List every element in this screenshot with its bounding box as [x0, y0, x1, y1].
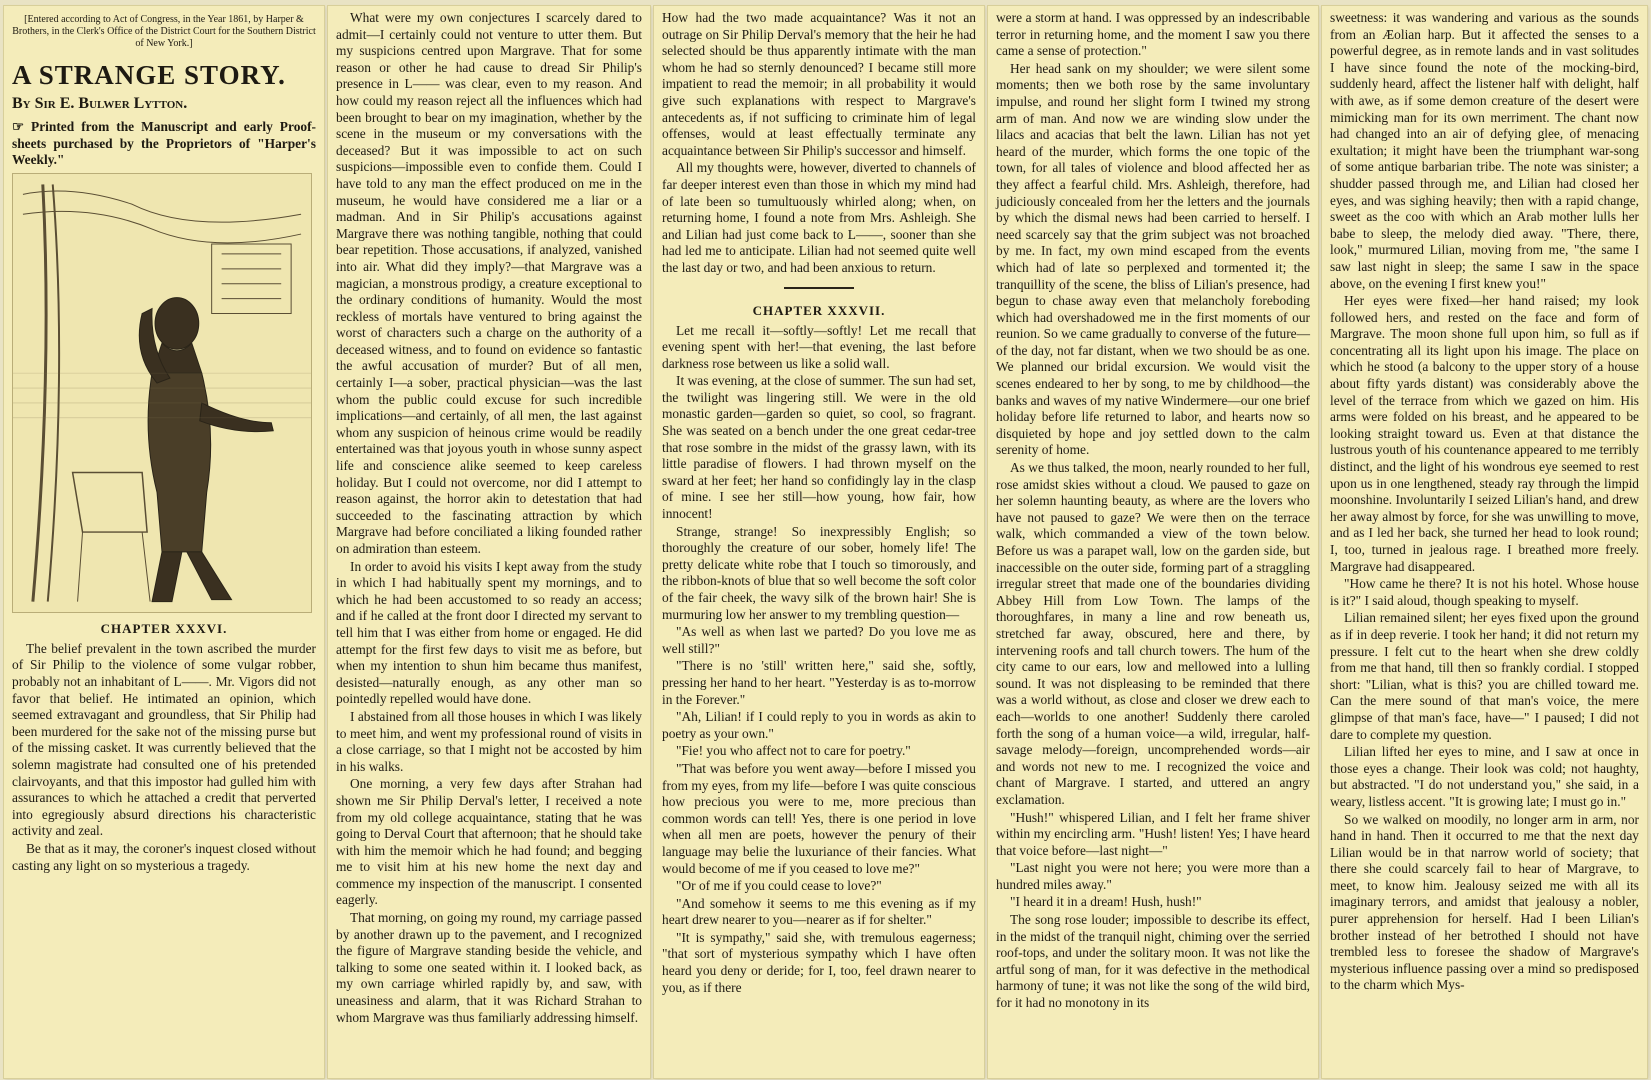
paragraph: "Last night you were not here; you were more than a hundred miles away." — [996, 860, 1310, 892]
paragraph: Strange, strange! So inexpressibly English; so thoroughly the creature of our sober, homely life! The pretty delicate white robe that I touch so timorously, and the ribbon-knots of blue that so well become the soft color of the fair cheek, the wavy silk of the brown hair! She is murmuring low her answer to my trembling question— — [662, 523, 976, 622]
paragraph: "There is no 'still' written here," said she, softly, pressing her hand to her heart. "Yesterday is as to-morrow in the Forever." — [662, 658, 976, 707]
paragraph: "Hush!" whispered Lilian, and I felt her frame shiver within my encircling arm. "Hush! listen! Yes; I have heard that voice before—last night—" — [996, 809, 1310, 858]
paragraph: "Or of me if you could cease to love?" — [676, 878, 882, 894]
paragraph: sweetness: it was wandering and various as the sounds from an Æolian harp. But it affected the senses to a powerful degree, as in remote lands and in vast solitudes I have since found the note of the mocking-bird, suddenly heard, affect the listener half with delight, half with awe, as if some demon creature of the desert were mimicking man for its own merriment. The chant now had changed into an air of defying glee, of menacing exultation; it might have been the triumphant war-song of some antique barbarian tribe. The note was sinister; a shudder passed through me, and Lilian had closed her eyes, and was sighing heavily; then with a rapid change, sweet as the coo with which an Arab mother lulls her babe to sleep, the melody died away. "There, there, look," murmured Lilian, moving from me, "the same I saw last night in sleep; the same I saw in the space above, on the evening I first knew you!" — [1330, 10, 1639, 291]
section-divider — [784, 287, 854, 289]
paragraph: All my thoughts were, however, diverted to channels of far deeper interest even than those in which my mind had of late been so tumultuously whirled along; when, on returning home, I found a note from Mrs. Ashleigh. She and Lilian had just come back to L——, sooner than she had led me to anticipate. Lilian had not seemed quite well the last day or two, and had been anxious to return. — [662, 160, 976, 275]
paragraph: "I heard it in a dream! Hush, hush!" — [1010, 894, 1202, 910]
column-3 — [654, 6, 984, 1078]
paragraph: "And somehow it seems to me this evening as if my heart drew nearer to you—nearer as if for shelter." — [662, 895, 976, 928]
paragraph: So we walked on moodily, no longer arm in arm, nor hand in hand. Then it occurred to me that the next day Lilian would be in that narrow world of society; that there she could scarcely fail to hear of Margrave, to meet, to know him. Jealousy seized me with all its imaginary terrors, and amidst that jealousy a nobler, purer apprehension for herself. Had I been Lilian's brother instead of her betrothed I should not have trembled less to foresee the shadow of Margrave's mysterious influence passing over a mind so predisposed to the charm which Mys- — [1330, 811, 1639, 993]
copyright-notice: [Entered according to Act of Congress, in the Year 1861, by Harper & Brothers, in the Clerk's Office of the District Court for the Southern District of New York.] — [12, 14, 316, 49]
paragraph: I abstained from all those houses in which I was likely to meet him, and went my professional round of visits in a close carriage, so that I might not be accosted by him in his walks. — [336, 708, 642, 774]
paragraph: were a storm at hand. I was oppressed by an indescribable terror in returning home, and the moment I saw you there came a sense of protection." — [996, 10, 1310, 59]
paragraph: As we thus talked, the moon, nearly rounded to her full, rose amidst skies without a cloud. We paused to gaze on her solemn haunting beauty, as where are the lovers who have not paused to gaze? We were then on the terrace walk, which commanded a view of the town below. Before us was a parapet wall, low on the garden side, but inaccessible on the outer side, forming part of a straggling irregular street that made one of the boundaries dividing Abbey Hill from Low Town. The lamps of the thoroughfares, in many a line and row beneath us, stretched far away, obscured, here and there, by intervening roofs and tall church towers. The hum of the city came to our ears, low and mellowed into a lulling sound. It was not displeasing to be reminded that there was a world without, as close and closer we drew each to each—worlds to one another! Suddenly there caroled forth the song of a human voice—a wild, irregular, half-savage melody—foreign, uncomprehended words—air and words not new to me. I recognized the voice and chant of Margrave. I started, and uttered an angry exclamation. — [996, 460, 1310, 807]
paragraph: Be that as it may, the coroner's inquest closed without casting any light on so mysterious a tragedy. — [12, 840, 316, 873]
paragraph: The song rose louder; impossible to describe its effect, in the midst of the tranquil night, chiming over the serried roof-tops, and under the solitary moon. It was not like the artful song of man, for it was defective in the methodical harmony of tune; it was not like the song of the wild bird, for it had no monotony in its — [996, 912, 1310, 1011]
paragraph: "Ah, Lilian! if I could reply to you in words as akin to poetry as your own." — [662, 709, 976, 741]
chapter-heading-37: CHAPTER XXXVII. — [752, 302, 886, 318]
paragraph: "As well as when last we parted? Do you love me as well still?" — [662, 624, 976, 656]
column-1 — [4, 6, 324, 1078]
column-5 — [1322, 6, 1647, 1078]
paragraph: Her head sank on my shoulder; we were silent some moments; then we both rose by the same involuntary impulse, and round her slight form I twined my strong arm of man. And now we are winding slow under the lilacs and acacias that belt the lawn. Lilian has not yet heard of the murder, which forms the one topic of the town, for all tales of violence and blood affected her as they affect a fearful child. Mrs. Ashleigh, therefore, had judiciously concealed from her the letters and the journals by which the dismal news had been carried to herself. I need scarcely say that the grim subject was not broached by me. In fact, my own mind escaped from the events which had of late so perplexed and tormented it; the tranquillity of the scene, the bliss of Lilian's presence, had begun to chase away even that melancholy foreboding which had overshadowed me in the first moments of our reunion. So we came gradually to converse of the future—of the day, not far distant, when we two should be as one. We planned our bridal excursion. We would visit the scenes endeared to her by song, to me by childhood—the banks and waves of my native Windermere—our one brief holiday before life returned to labor, and hearts now so disquieted by hope and joy settled down to the calm serenity of home. — [996, 60, 1310, 458]
paragraph: How had the two made acquaintance? Was it not an outrage on Sir Philip Derval's memory that the heir he had selected should be thus apparently intimate with the man whom he had so sternly denounced? I became still more impatient to read the memoir; in all probability it would give such explanations with respect to Margrave's antecedents as, if not sufficing to criminate him of legal offenses, would at least effectually terminate any acquaintance between Sir Philip's successor and himself. — [662, 10, 976, 158]
paragraph: "Fie! you who affect not to care for poetry." — [676, 743, 911, 759]
paragraph: That morning, on going my round, my carriage passed by another drawn up to the pavement, and I recognized the figure of Margrave standing beside the vehicle, and talking to some one seated within it. I looked back, as my own carriage whirled rapidly by, and saw, with uneasiness and alarm, that it was Richard Strahan to whom Margrave was thus familiarly addressing himself. — [336, 910, 642, 1025]
byline: By Sir E. Bulwer Lytton. — [12, 95, 188, 112]
publication-note: ☞ Printed from the Manuscript and early Proof-sheets purchased by the Proprietors of "Harper's Weekly." — [12, 119, 316, 168]
paragraph: The belief prevalent in the town ascribed the murder of Sir Philip to the violence of some vulgar robber, probably not an inhabitant of L——. Mr. Vigors did not favor that belief. He intimated an opinion, which seemed extravagant and groundless, that Sir Philip had been murdered for the sake not of the missing purse but of the missing casket. It was currently believed that the solemn magistrate had consulted one of his pretended clairvoyants, and that this impostor had gulled him with assurances to which he attached a credit that perverted into egregiously absurd directions his characteristic activity and zeal. — [12, 640, 316, 839]
paragraph: It was evening, at the close of summer. The sun had set, the twilight was lingering still. We were in the old monastic garden—garden so quiet, so cool, so fragrant. She was seated on a bench under the one great cedar-tree that rose sombre in the midst of the grassy lawn, with its little paradise of flowers. I had thrown myself on the sward at her feet; her hand so confidingly lay in the clasp of mine. I see her still—how young, how fair, how innocent! — [662, 373, 976, 522]
paragraph: In order to avoid his visits I kept away from the study in which I had habitually spent my mornings, and to which he had been accustomed to so ready an access; and if he called at the front door I directed my servant to tell him that I was either from home or engaged. He did attempt for the first few days to visit me as before, but when my intention to shun him became thus manifest, desisted—naturally enough, as any other man so pointedly repelled would have done. — [336, 558, 642, 707]
column-2 — [328, 6, 650, 1078]
paragraph: Let me recall it—softly—softly! Let me recall that evening spent with her!—that evening, the last before darkness rose between us like a solid wall. — [662, 322, 976, 371]
paragraph: "How came he there? It is not his hotel. Whose house is it?" I said aloud, though speaking to myself. — [1330, 576, 1639, 608]
column-4 — [988, 6, 1318, 1078]
paragraph: "It is sympathy," said she, with tremulous eagerness; "that sort of mysterious sympathy which I have often heard you deny or deride; for I, too, feel drawn nearer to you, as if there — [662, 929, 976, 995]
paragraph: "That was before you went away—before I missed you from my eyes, from my life—before I was quite conscious how precious you were to me, more precious than common words can tell! Yes, there is one period in love when all men are poets, however the penury of their language may belie the luxuriance of their fancies. What would become of me if you ceased to love me?" — [662, 760, 976, 876]
engraving-illustration — [12, 173, 312, 613]
engraving-figure-icon — [13, 174, 311, 612]
paragraph: Lilian remained silent; her eyes fixed upon the ground as if in deep reverie. I took her hand; it did not return my pressure. I felt cut to the heart when she drew coldly from me that hand, till then so frankly cordial. I stopped short: "Lilian, what is this? you are chilled toward me. Can the mere sound of that man's voice, the mere glimpse of that man's face, have—" I paused; I did not dare to complete my question. — [1330, 610, 1639, 742]
paragraph: Her eyes were fixed—her hand raised; my look followed hers, and rested on the face and form of Margrave. The moon shone full upon him, so full as if concentrating all its light upon his image. The place on which he stood (a balcony to the upper story of a house about fifty yards distant) was considerably above the level of the terrace from which we gazed on him. His arms were folded on his breast, and he appeared to be looking straight toward us. Even at that distance the lustrous youth of his countenance appeared to me terribly distinct, and the light of his wondrous eye seemed to rest upon us in one lengthened, steady ray through the limpid moonshine. Involuntarily I seized Lilian's hand, and drew her away almost by force, for she was unwilling to move, and as I led her back, she turned her head to look round; I, too, turned in jealous rage. I breathed more freely. Margrave had disappeared. — [1330, 293, 1639, 574]
paragraph: One morning, a very few days after Strahan had shown me Sir Philip Derval's letter, I received a note from my old college acquaintance, stating that he was going to Derval Court that afternoon; that he should take with him the memoir which he had found; and begging me to visit him at his new home the next day and commence my inspection of the manuscript. I consented eagerly. — [336, 776, 642, 908]
paragraph: Lilian lifted her eyes to mine, and I saw at once in those eyes a change. Their look was cold; not haughty, but abstracted. "I do not understand you," she said, in a weary, listless accent. "It is growing late; I must go in." — [1330, 744, 1639, 809]
paragraph: What were my own conjectures I scarcely dared to admit—I certainly could not venture to utter them. But my suspicions centred upon Margrave. That for some reason or other he had cause to dread Sir Philip's presence in L—— was clear, even to my reason. And how could my reason reject all the influences which had been brought to bear on my imagination, whether by the scene in the museum or my conversations with the deceased? But it was impossible to act on such suspicions—impossible even to confide them. Could I have told to any man the effect produced on me in the museum, he would have considered me a liar or a madman. And in Sir Philip's accusations against Margrave there was nothing tangible, nothing that could bear repetition. Those accusations, if analyzed, vanished into air. What did they imply?—that Margrave was a magician, a monstrous prodigy, a creature exceptional to the ordinary conditions of humanity. Would the most reckless of mortals have ventured to bring against the worst of characters such a charge on the authority of a deceased witness, and to found on evidence so fantastic the awful accusation of murder? But of all men, certainly I—a sober, practical physician—was the last whom the public could excuse for such incredible implications—and certainly, of all men, the last against whom any suspicion of heinous crime would be readily entertained was that joyous youth in whose sunny aspect life and conscience alike seemed to keep careless holiday. But I could not overcome, nor did I attempt to reason against, the horror akin to detestation that had succeeded to the fascinating attraction by which Margrave had before conciliated a liking founded rather on admiration than esteem. — [336, 10, 642, 556]
story-title: A STRANGE STORY. — [12, 60, 286, 90]
chapter-heading-36: CHAPTER XXXVI. — [100, 620, 228, 636]
